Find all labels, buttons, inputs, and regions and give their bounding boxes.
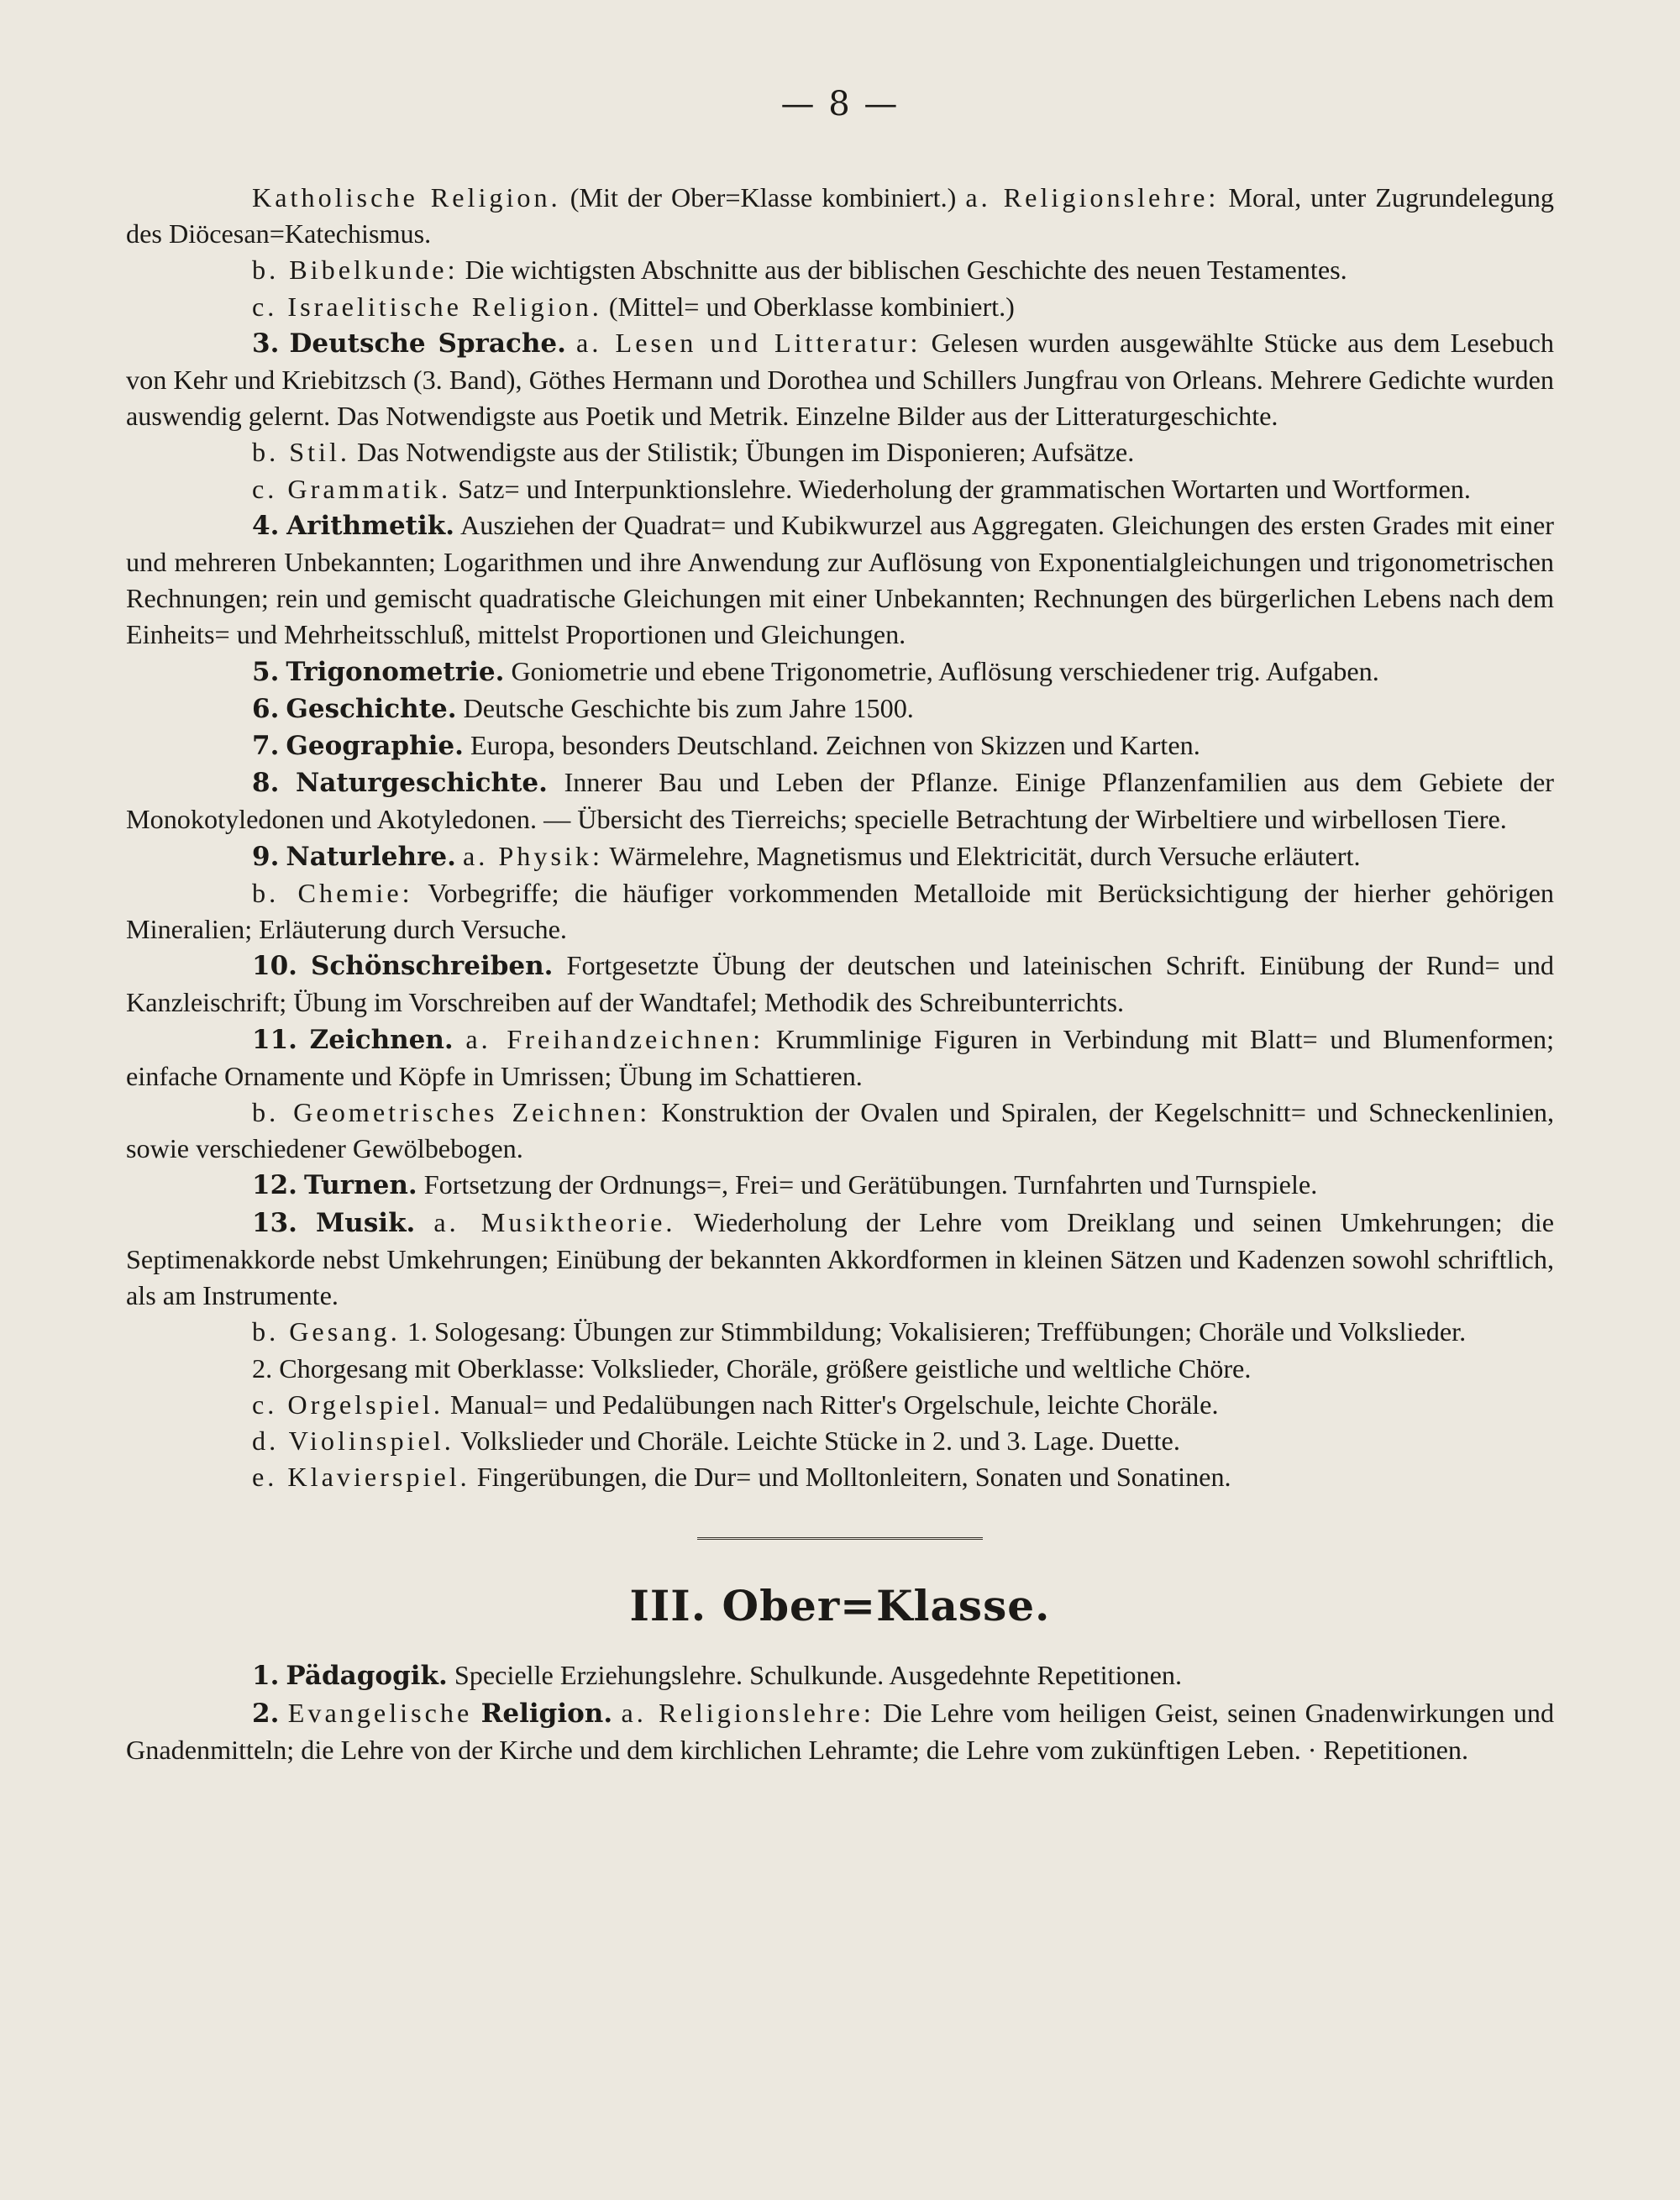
subject-title: Trigonometrie. [286,656,505,687]
style-paragraph [126,434,1554,470]
choir-paragraph [126,1351,1554,1387]
subject-number: 4. [252,510,280,541]
paragraph-text: Konstruktion der Ovalen und Spiralen, der Kegelschnitt= und Schneckenlinien, sowie verschiedener Gewölbebogen. [126,1097,1554,1164]
chemistry-paragraph [126,875,1554,948]
subject-number: 2. [252,1698,280,1729]
paragraph-text: Fingerübungen, die Dur= und Molltonleitern, Sonaten und Sonatinen. [476,1462,1231,1493]
note: (Mit der Ober=Klasse kombiniert.) [570,182,957,213]
paragraph-text: Wärmelehre, Magnetismus und Elektricität, durch Versuche erläutert. [609,840,1361,871]
sub-label: c. Orgelspiel. [252,1389,444,1420]
section-divider [697,1537,983,1543]
subject-title: Zeichnen. [309,1024,454,1055]
pedagogy-paragraph [126,1657,1554,1694]
paragraph-text: 1. Sologesang: Übungen zur Stimmbildung; Vokalisieren; Treffübungen; Choräle und Volkslieder. [407,1316,1467,1347]
subject-number: 1. [252,1661,280,1692]
bibelkunde-paragraph [126,252,1554,288]
sub-label: a. Freihandzeichnen: [465,1023,764,1054]
paragraph-text: Gelesen wurden ausgewählte Stücke aus dem Lesebuch von Kehr und Kriebitzsch (3. Band), Göthes Hermann und Dorothea und Schillers Jungfrau von Orleans. Mehrere Gedichte wurden auswendig gelernt. Das Notwendigste aus Poetik und Metrik. Einzelne Bilder aus der Litteraturgeschichte. [126,327,1555,432]
natural-science-paragraph [126,838,1554,875]
subject-number: 13. [252,1207,297,1238]
paragraph-text: Wiederholung der Lehre vom Dreiklang und seinen Umkehrungen; die Septimenakkorde nebst Umkehrungen; Einübung der bekannten Akkordformen in kleinen Sätzen und Kadenzen sowohl schriftlich, als am Instrumente. [126,1206,1555,1311]
music-paragraph [126,1205,1554,1315]
singing-paragraph [126,1314,1554,1350]
page-number: — 8 — [780,85,900,123]
sub-label: a. Religionslehre: [621,1697,874,1728]
section-title: III. Ober=Klasse. [629,1581,1051,1631]
catholic-religion-paragraph [126,180,1554,252]
subject-number: 9. [252,841,280,872]
paragraph-text: Vorbegriffe; die häufiger vorkommenden Metalloide mit Berücksichtigung der hierher gehörigen Mineralien; Erläuterung durch Versuche. [126,877,1554,945]
sub-label: c. Israelitische Religion. [252,291,602,322]
subject-number: 12. [252,1170,297,1201]
subject-number: 8. [252,768,280,799]
mittelklasse-section [126,180,1554,1495]
penmanship-paragraph [126,948,1554,1021]
sub-label: e. Klavierspiel. [252,1462,470,1493]
sub-label: a. Lesen und Litteratur: [576,327,921,358]
subject-title: Geschichte. [286,693,457,724]
paragraph-text: Volkslieder und Choräle. Leichte Stücke in 2. und 3. Lage. Duette. [460,1425,1180,1456]
geometric-drawing-paragraph [126,1095,1554,1167]
subject-title: Naturgeschichte. [296,768,548,799]
organ-paragraph [126,1387,1554,1423]
history-paragraph [126,690,1554,727]
paragraph-text: Ausziehen der Quadrat= und Kubikwurzel aus Aggregaten. Gleichungen des ersten Grades mit einer und mehreren Unbekannten; Logarithmen und ihre Anwendung zur Auflösung von Exponentialgleichungen und trigonometrischen Rechnungen; rein und gemischt quadratische Gleichungen mit einer Unbekannten; Rechnungen des bürgerlichen Lebens nach dem Einheits= und Mehrheitsschluß, mittelst Proportionen und Gleichungen. [126,509,1554,650]
subject-title: Katholische Religion. [252,182,561,213]
subject-number: 5. [252,656,280,687]
sub-label: b. Stil. [252,437,350,468]
paragraph-text: Specielle Erziehungslehre. Schulkunde. Ausgedehnte Repetitionen. [454,1660,1183,1691]
sub-label: a. Religionslehre: [965,182,1220,213]
paragraph-text: Die wichtigsten Abschnitte aus der biblischen Geschichte des neuen Testamentes. [465,255,1347,286]
paragraph-text: Europa, besonders Deutschland. Zeichnen von Skizzen und Karten. [470,730,1200,761]
evangelical-religion-paragraph [126,1695,1554,1768]
sub-label: d. Violinspiel. [252,1425,454,1456]
paragraph-text: Innerer Bau und Leben der Pflanze. Einige Pflanzenfamilien aus dem Gebiete der Monokotyledonen und Akotyledonen. — Übersicht des Tierreichs; specielle Betrachtung der Wirbeltiere und wirbellosen Tiere. [126,767,1555,835]
drawing-paragraph [126,1021,1554,1095]
subject-title: Turnen. [303,1170,417,1201]
subject-number: 6. [252,693,280,724]
paragraph-text: 2. Chorgesang mit Oberklasse: Volkslieder, Choräle, größere geistliche und weltliche Chöre. [252,1352,1252,1384]
subject-title: Naturlehre. [286,841,456,872]
geography-paragraph [126,727,1554,764]
subject-title-plain: Evangelische [287,1697,473,1728]
sub-label: c. Grammatik. [252,473,452,504]
subject-title: Religion. [480,1698,613,1729]
subject-title: Geographie. [286,731,464,762]
paragraph-text: Manual= und Pedalübungen nach Ritter's Orgelschule, leichte Choräle. [449,1389,1219,1420]
subject-title: Pädagogik. [286,1661,448,1692]
paragraph-text: Moral, unter Zugrundelegung des Diöcesan=Katechismus. [126,182,1555,249]
oberklasse-section [126,1657,1554,1768]
paragraph-text: Die Lehre vom heiligen Geist, seinen Gnadenwirkungen und Gnadenmitteln; die Lehre von der Kirche und dem kirchlichen Lehramte; die Lehre vom zukünftigen Leben. · Repetitionen. [126,1697,1555,1765]
sub-label: b. Bibelkunde: [252,255,459,286]
subject-number: 10. [252,951,297,982]
israelite-religion-paragraph [126,289,1554,325]
subject-title: Deutsche Sprache. [289,328,566,359]
subject-number: 11. [252,1024,297,1055]
arithmetic-paragraph [126,507,1554,654]
paragraph-text: Krummlinige Figuren in Verbindung mit Blatt= und Blumenformen; einfache Ornamente und Köpfe in Umrissen; Übung im Schattieren. [126,1023,1555,1091]
paragraph-text: Deutsche Geschichte bis zum Jahre 1500. [463,692,914,723]
sub-label: b. Geometrisches Zeichnen: [252,1097,651,1128]
sub-label: a. Physik: [462,840,603,871]
subject-title: Schönschreiben. [311,951,554,982]
sub-label: b. Chemie: [252,877,413,908]
natural-history-paragraph [126,764,1554,837]
paragraph-text: Fortgesetzte Übung der deutschen und lateinischen Schrift. Einübung der Rund= und Kanzleischrift; Übung im Vorschreiben auf der Wandtafel; Methodik des Schreibunterrichts. [126,950,1555,1018]
trigonometry-paragraph [126,654,1554,690]
sub-label: a. Musiktheorie. [433,1206,676,1237]
paragraph-text: Goniometrie und ebene Trigonometrie, Auflösung verschiedener trig. Aufgaben. [511,655,1379,686]
subject-title: Musik. [315,1207,416,1238]
subject-title: Arithmetik. [286,510,455,541]
paragraph-text: Fortsetzung der Ordnungs=, Frei= und Gerätübungen. Turnfahrten und Turnspiele. [423,1169,1318,1200]
violin-paragraph [126,1423,1554,1459]
subject-number: 3. [252,328,280,359]
piano-paragraph [126,1459,1554,1495]
german-language-paragraph [126,325,1554,435]
paragraph-text: (Mittel= und Oberklasse kombiniert.) [608,291,1015,322]
grammar-paragraph [126,471,1554,507]
sub-label: b. Gesang. [252,1316,401,1347]
paragraph-text: Satz= und Interpunktionslehre. Wiederholung der grammatischen Wortarten und Wortformen. [458,473,1471,504]
gymnastics-paragraph [126,1167,1554,1204]
subject-number: 7. [252,731,280,762]
paragraph-text: Das Notwendigste aus der Stilistik; Übungen im Disponieren; Aufsätze. [357,437,1135,468]
